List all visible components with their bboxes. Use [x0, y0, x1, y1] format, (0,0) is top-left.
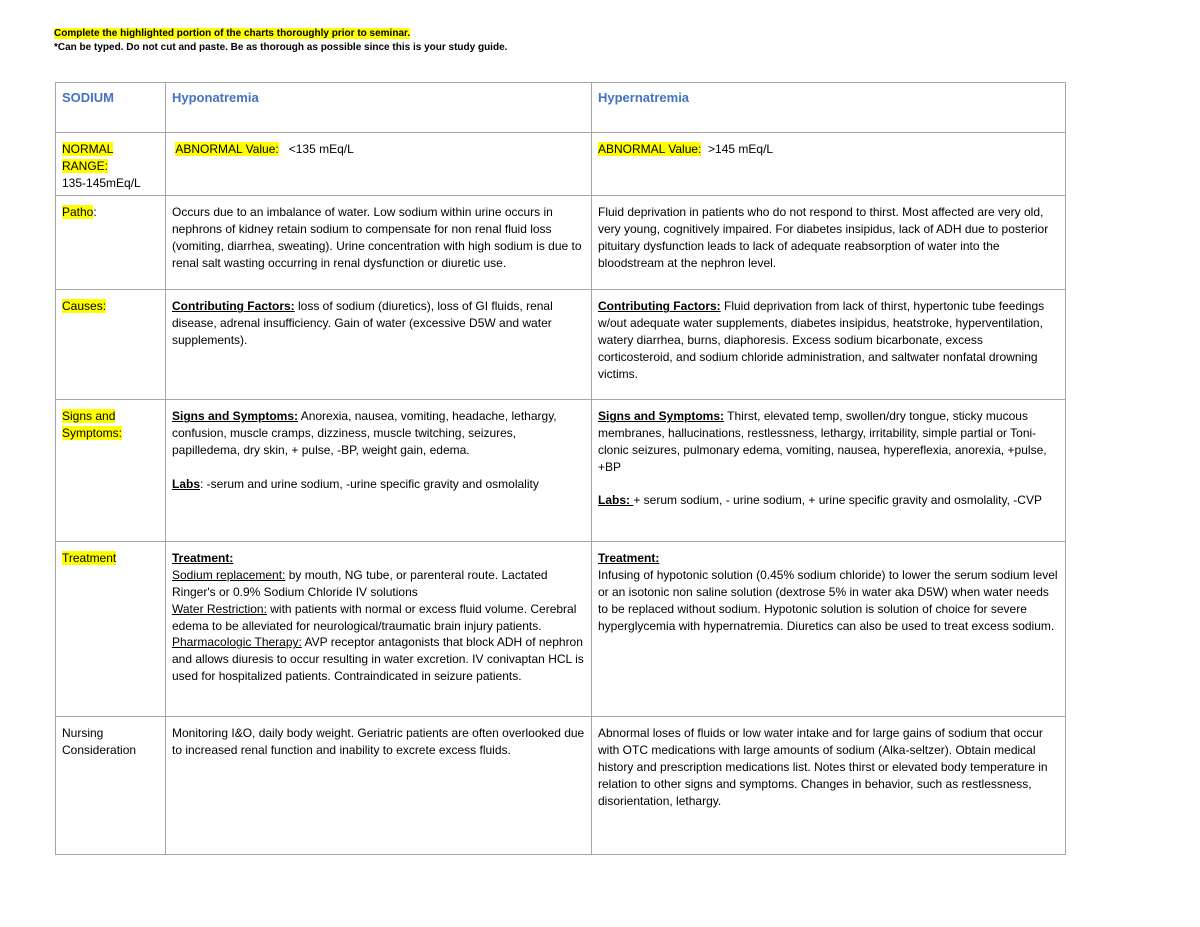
- patho-label: Patho: [62, 205, 94, 220]
- hypo-abnormal-value: <135 mEq/L: [288, 142, 354, 156]
- signs-label-cell: [56, 400, 166, 542]
- nursing-label: Nursing Consideration: [56, 717, 166, 855]
- hyper-patho: Fluid deprivation in patients who do not respond to thirst. Most affected are very old, very young, cognitively impaired. For diabetes insipidus, lack of ADH due to posterior pituitary dysfunction leads to lack of adequate reabsorption of water into the bloodstream at the nephron level.: [592, 196, 1066, 290]
- hypo-pharmacologic-text: AVP receptor antagonists that block ADH of nephron and allows diuresis to occur resulting in water excretion. IV conivaptan HCL is used for hospitalized patients. Contraindicated in seizure patients.: [172, 635, 584, 683]
- hypo-signs-heading: Signs and Symptoms:: [172, 409, 299, 424]
- hypo-signs-text: Anorexia, nausea, vomiting, headache, lethargy, confusion, muscle cramps, dizziness, muscle twitching, seizures, papilledema, dry skin, + pulse, -BP, weight gain, edema.: [172, 409, 557, 457]
- hypo-treatment-heading: Treatment:: [172, 551, 234, 566]
- hyper-causes-heading: Contributing Factors:: [598, 299, 721, 314]
- treatment-label: Treatment: [62, 551, 117, 566]
- normal-range-cell: [56, 133, 166, 196]
- hyper-abnormal-label: ABNORMAL Value:: [598, 142, 702, 156]
- instruction-text-1: Complete the highlighted portion of the charts thoroughly prior to seminar.: [54, 28, 411, 39]
- hyper-nursing: Abnormal loses of fluids or low water intake and for large gains of sodium that occur with OTC medications with large amounts of sodium (Alka-seltzer). Obtain medical history and prescription medications list. Notes thirst or elevated body temperature in relation to other signs and symptoms. Changes in behavior, such as restlessness, disorientation, lethargy.: [592, 717, 1066, 855]
- hyper-causes: [592, 290, 1066, 400]
- header-sodium: SODIUM: [56, 83, 166, 133]
- causes-row: [56, 290, 1066, 400]
- hypo-causes-text: loss of sodium (diuretics), loss of GI fluids, renal disease, adrenal insufficiency. Gain of water (excessive D5W and water supplements).: [172, 299, 553, 347]
- hypo-treatment: [166, 542, 592, 717]
- hypo-causes-heading: Contributing Factors:: [172, 299, 295, 314]
- hyper-abnormal-cell: [592, 133, 1066, 196]
- hyper-treatment-text: Infusing of hypotonic solution (0.45% sodium chloride) to lower the serum sodium level or an isotonic non saline solution (dextrose 5% in water aka D5W) when water needs to be replaced without sodium. Hypotonic solution is solution of choice for severe hyperglycemia with hypernatremia. Diuretics can also be used to treat excess sodium.: [598, 568, 1058, 633]
- hypo-abnormal-cell: [166, 133, 592, 196]
- signs-label: Signs and Symptoms:: [62, 409, 123, 441]
- hypo-patho: Occurs due to an imbalance of water. Low sodium within urine occurs in nephrons of kidney retain sodium to compensate for non renal fluid loss (vomiting, diarrhea, sweating). Urine concentration with high sodium is due to renal salt wasting occurring in renal dysfunction or diuretic use.: [166, 196, 592, 290]
- hypo-water-restriction-text: with patients with normal or excess fluid volume. Cerebral edema to be alleviated for neurological/traumatic brain injury patients.: [172, 601, 577, 633]
- hyper-labs-text: + serum sodium, - urine sodium, + urine specific gravity and osmolality, -CVP: [633, 493, 1042, 508]
- header-hypernatremia: Hypernatremia: [592, 83, 1066, 133]
- hypo-labs-heading: Labs: [172, 476, 201, 491]
- hypo-nursing: Monitoring I&O, daily body weight. Geriatric patients are often overlooked due to increased renal function and inability to excrete excess fluids.: [166, 717, 592, 855]
- sodium-chart-table: [55, 82, 1066, 855]
- normal-range-label: NORMAL RANGE:: [62, 142, 114, 173]
- hypo-labs-text: : -serum and urine sodium, -urine specific gravity and osmolality: [200, 476, 539, 491]
- hyper-labs-heading: Labs:: [598, 493, 634, 508]
- treatment-row: [56, 542, 1066, 717]
- causes-label: Causes:: [62, 299, 107, 314]
- normal-range-row: [56, 133, 1066, 196]
- hypo-pharmacologic-heading: Pharmacologic Therapy:: [172, 635, 302, 650]
- treatment-label-cell: [56, 542, 166, 717]
- patho-row: [56, 196, 1066, 290]
- patho-label-cell: [56, 196, 166, 290]
- header-hyponatremia: Hyponatremia: [166, 83, 592, 133]
- hypo-abnormal-label: ABNORMAL Value:: [175, 142, 279, 156]
- instruction-line-1: [54, 28, 410, 39]
- hyper-signs-text: Thirst, elevated temp, swollen/dry tongue, sticky mucous membranes, hallucinations, restlessness, lethargy, irritability, simple partial or Toni-clonic seizures, pulmonary edema, vomiting, nausea, hypereflexia, anorexia, +pulse, +BP: [598, 409, 1047, 474]
- hyper-treatment-heading: Treatment:: [598, 551, 660, 566]
- hyper-abnormal-value: >145 mEq/L: [708, 142, 774, 156]
- hypo-signs: [166, 400, 592, 542]
- signs-row: [56, 400, 1066, 542]
- patho-label-colon: :: [93, 205, 97, 220]
- normal-range-value: 135-145mEq/L: [62, 175, 141, 190]
- hyper-treatment: [592, 542, 1066, 717]
- hypo-sodium-replacement-text: by mouth, NG tube, or parenteral route. Lactated Ringer's or 0.9% Sodium Chloride IV solutions: [172, 568, 548, 599]
- hypo-causes: [166, 290, 592, 400]
- hyper-causes-text: Fluid deprivation from lack of thirst, hypertonic tube feedings w/out adequate water supplements, diabetes insipidus, heatstroke, hyperventilation, watery diarrhea, burns, diaphoresis. Excess sodium bicarbonate, excess corticosteroid, and sodium chloride administration, and saltwater nonfatal drowning victims.: [598, 299, 1045, 381]
- nursing-row: [56, 717, 1066, 855]
- hyper-signs: [592, 400, 1066, 542]
- hyper-signs-heading: Signs and Symptoms:: [598, 409, 725, 424]
- hypo-water-restriction-heading: Water Restriction:: [172, 601, 267, 616]
- causes-label-cell: [56, 290, 166, 400]
- instruction-line-2: *Can be typed. Do not cut and paste. Be as thorough as possible since this is your study guide.: [54, 42, 508, 53]
- hypo-sodium-replacement-heading: Sodium replacement:: [172, 568, 286, 583]
- header-row: [56, 83, 1066, 133]
